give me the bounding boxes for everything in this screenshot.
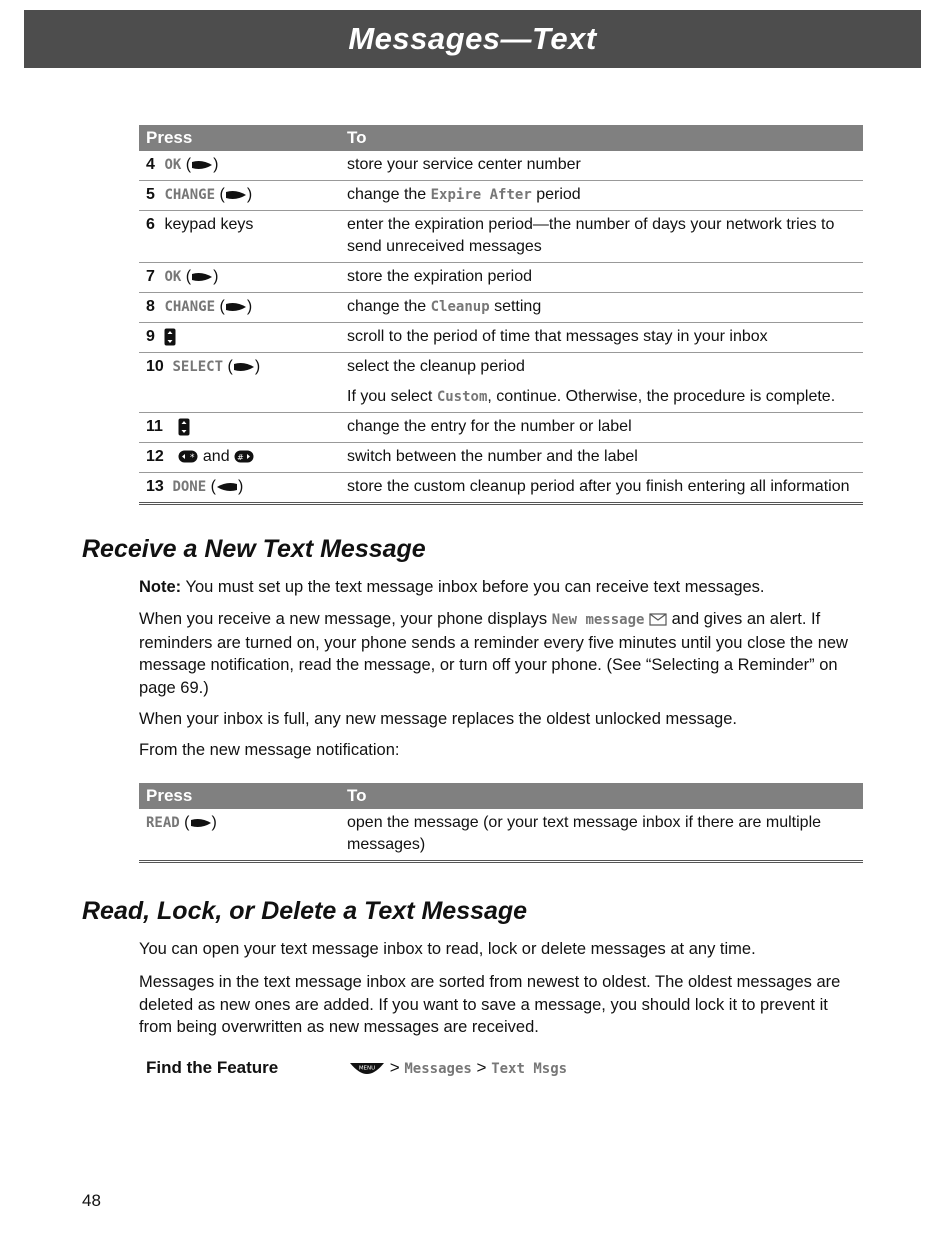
softkey-label: DONE [172,479,207,495]
right-softkey-icon [225,189,247,201]
svg-text:#: # [237,453,244,463]
softkey-label: OK [164,157,182,173]
step-description: switch between the number and the label [340,443,863,473]
column-header-press: Press [139,783,340,809]
softkey-label: OK [164,269,182,285]
body-paragraph: When your inbox is full, any new message replaces the oldest unlocked message. [139,710,737,728]
table-row: 4 OK ( ) store your service center number [139,151,863,181]
step-number: 5 [146,186,155,203]
find-the-feature-label: Find the Feature [146,1058,279,1077]
envelope-icon [649,613,667,626]
step-number: 4 [146,156,155,173]
body-paragraph: Messages in the text message inbox are sorted from newest to oldest. The oldest messages are deleted as new ones are added. If you want to save a message, you should lock it to prevent it from being overwritten as new messages are received. [139,973,841,1036]
softkey-label: SELECT [172,359,224,375]
step-description: change the Expire After period [340,181,863,211]
step-number: 12 [146,448,164,465]
pound-key-icon [234,450,254,463]
page-title: Messages—Text [348,21,597,56]
table-row: 8 CHANGE ( ) change the Cleanup setting [139,293,863,323]
find-the-feature: Find the Feature MENU > Messages > Text Msgs [146,1058,568,1077]
right-softkey-icon [225,301,247,313]
keypad-keys-label: keypad keys [164,216,254,233]
table-header-row [139,783,863,809]
table-row: 7 OK ( ) store the expiration period [139,263,863,293]
menu-path-text-msgs: Text Msgs [491,1061,568,1077]
page-number: 48 [82,1191,101,1210]
table-row: 5 CHANGE ( ) change the Expire After period [139,181,863,211]
display-text: Custom [436,389,488,405]
table-row: 13 DONE ( ) store the custom cleanup period after you finish entering all information [139,473,863,504]
table-row: READ ( ) open the message (or your text message inbox if there are multiple messages) [139,809,863,862]
display-text: New message [551,612,645,628]
right-softkey-icon [191,271,213,283]
step-number: 13 [146,478,164,495]
body-paragraph: You can open your text message inbox to read, lock or delete messages at any time. [139,940,756,958]
table-row [139,211,863,263]
table-row: 10 SELECT ( ) select the cleanup period If you select Custom, continue. Otherwise, the procedure is complete. [139,353,863,413]
step-description: enter the expiration period—the number of days your network tries to send unreceived messages [340,211,863,263]
step-description: store your service center number [347,156,581,173]
step-description: store the custom cleanup period after you finish entering all information [340,473,863,504]
notification-table [139,783,863,863]
svg-text:MENU: MENU [358,1065,376,1072]
left-softkey-icon [216,481,238,493]
column-header-press: Press [139,125,340,151]
table-row [139,323,863,353]
page-banner [24,10,921,68]
step-number: 11 [146,418,163,435]
body-paragraph: From the new message notification: [139,741,400,759]
right-softkey-icon [191,159,213,171]
step-description: change the Cleanup setting [340,293,863,323]
softkey-label: READ [146,815,180,831]
body-paragraph: When you receive a new message, your phone displays New message and gives an alert. If reminders are turned on, your phone sends a reminder every five minutes until you close the new message notification, read the message, or turn off your phone. (See “Selecting a Reminder” on page 69.) [139,610,848,697]
right-softkey-icon [233,361,255,373]
right-softkey-icon [190,817,212,829]
table-row [139,413,863,443]
display-text: Cleanup [430,299,490,315]
step-description: open the message (or your text message inbox if there are multiple messages) [340,809,863,862]
display-text: Expire After [430,187,532,203]
softkey-label: CHANGE [164,299,216,315]
nav-key-up-down-icon [178,418,190,436]
table-header-row [139,125,863,151]
nav-key-up-down-icon [164,328,176,346]
step-continuation: If you select Custom, continue. Otherwise, the procedure is complete. [347,388,836,405]
step-description: change the entry for the number or label [340,413,863,443]
note-label: Note: [139,578,182,596]
column-header-to: To [340,125,863,151]
star-key-icon [178,450,198,463]
step-description: scroll to the period of time that messages stay in your inbox [340,323,863,353]
step-number: 9 [146,328,155,345]
softkey-label: CHANGE [164,187,216,203]
svg-text:*: * [190,453,195,464]
menu-path-messages: Messages [404,1061,472,1077]
step-description: select the cleanup period If you select Custom, continue. Otherwise, the procedure is complete. [340,353,863,413]
column-header-to: To [340,783,863,809]
step-number: 8 [146,298,155,315]
section-heading-read-lock-delete: Read, Lock, or Delete a Text Message [82,897,528,925]
note-paragraph: Note: You must set up the text message inbox before you can receive text messages. [139,578,765,596]
step-number: 10 [146,358,164,375]
menu-key-icon [349,1062,385,1075]
section-heading-receive: Receive a New Text Message [82,535,426,563]
table-row: 12 * and # switch between the number and the label [139,443,863,473]
procedure-table [139,125,863,505]
step-description: store the expiration period [340,263,863,293]
step-number: 6 [146,216,155,233]
step-number: 7 [146,268,155,285]
